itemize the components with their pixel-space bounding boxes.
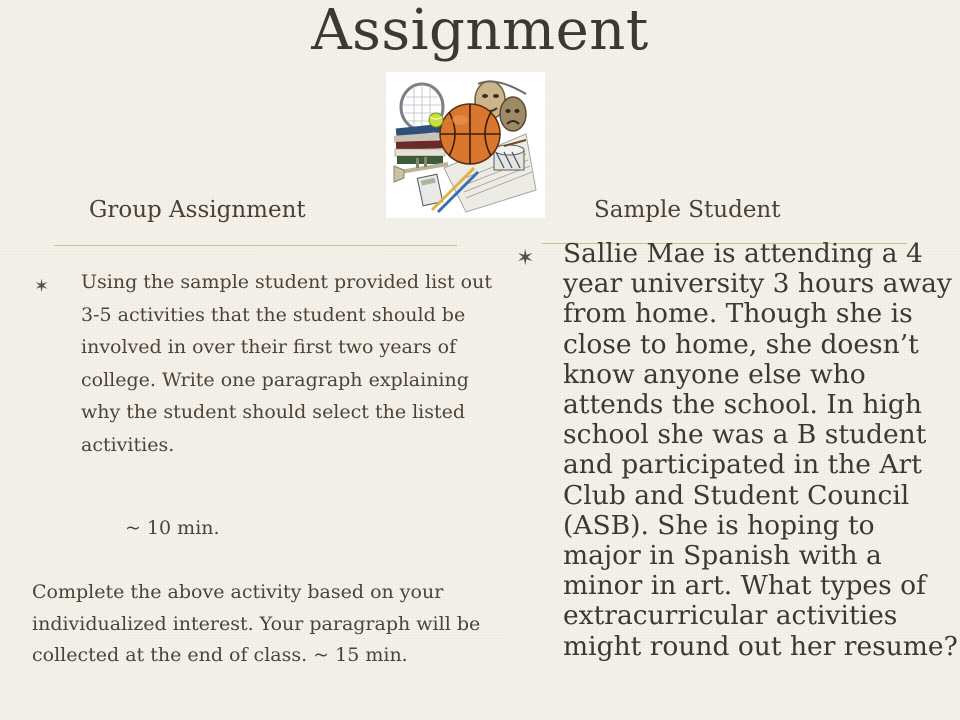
group-time-note: ~ 10 min. bbox=[125, 517, 220, 539]
star-bullet-icon: ✶ bbox=[34, 276, 50, 297]
books-icon bbox=[394, 124, 445, 164]
school-activities-clipart bbox=[386, 72, 545, 218]
basketball-icon bbox=[440, 104, 500, 164]
assignment-instructions: Using the sample student provided list out 3-5 activities that the student should be involved in over their first two years of college. Write one paragraph explaining why the student should select the listed activities. bbox=[81, 271, 492, 456]
group-assignment-heading: Group Assignment bbox=[89, 197, 306, 223]
slide-title: Assignment bbox=[311, 0, 649, 63]
sample-student-heading: Sample Student bbox=[594, 197, 781, 223]
tennis-ball-icon bbox=[429, 113, 443, 127]
individual-instructions: Complete the above activity based on your individualized interest. Your paragraph will be collected at the end of class. ~ 15 min. bbox=[32, 581, 481, 666]
left-heading-divider bbox=[54, 245, 457, 246]
star-bullet-icon: ✶ bbox=[516, 246, 535, 271]
sample-student-description: Sallie Mae is attending a 4 year university 3 hours away from home. Though she is close to home, she doesn’t know anyone else who attends the school. In high school she was a B student and participated in the Art Club and Student Council (ASB). She is hoping to major in Spanish with a minor in art. What types of extracurricular activities might round out her resume? bbox=[563, 238, 958, 662]
